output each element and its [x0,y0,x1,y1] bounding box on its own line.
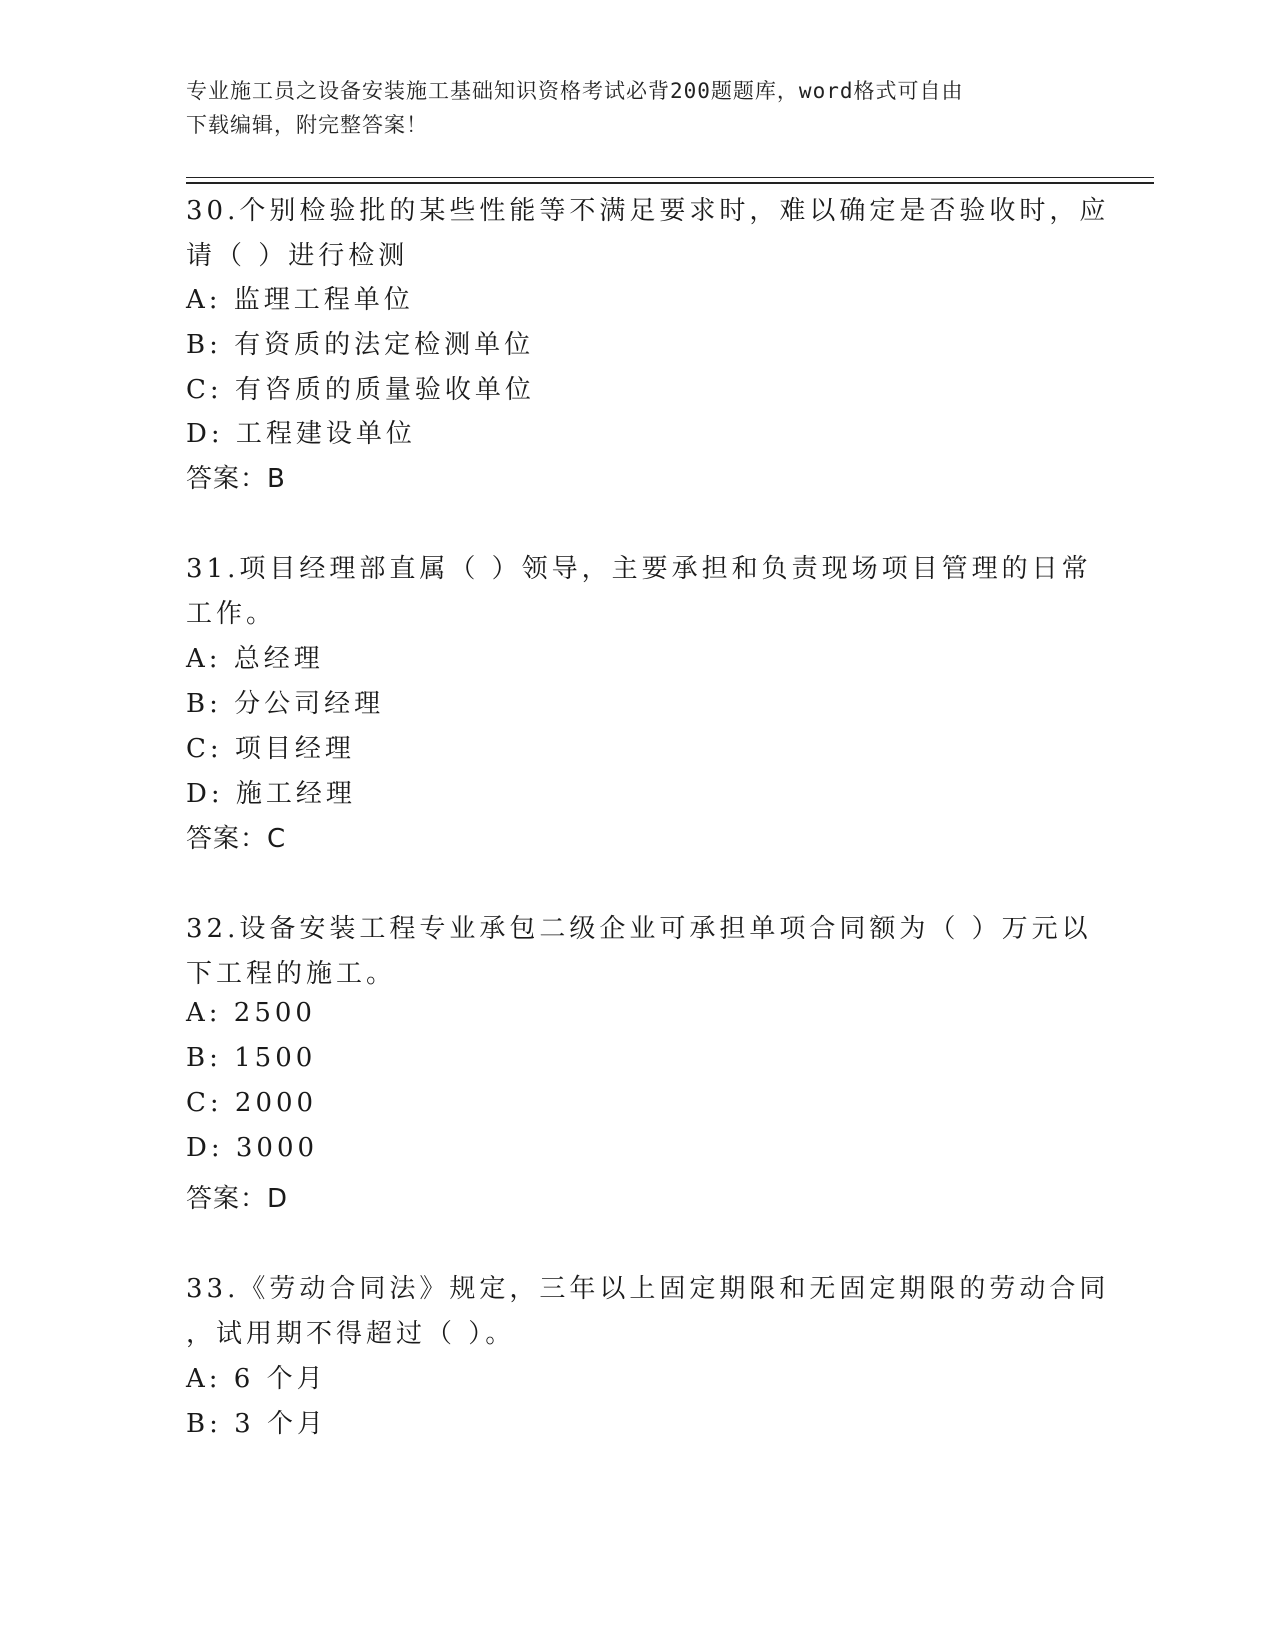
question-32-stem-line-1: 32.设备安装工程专业承包二级企业可承担单项合同额为（ ）万元以 [186,914,1092,944]
question-31-option-b: B: 分公司经理 [186,689,385,719]
question-32-answer: 答案：D [186,1184,289,1214]
question-32-option-a: A: 2500 [186,998,316,1028]
header-line-2: 下载编辑，附完整答案！ [186,113,428,137]
question-31-stem-line-2: 工作。 [186,599,277,629]
question-32-stem-line-2: 下工程的施工。 [186,959,397,989]
question-33-option-b: B: 3 个月 [186,1409,327,1439]
question-30-option-d: D: 工程建设单位 [186,419,416,449]
question-30-option-a: A: 监理工程单位 [186,285,414,315]
question-32-option-c: C: 2000 [186,1088,318,1118]
header-divider-thin [186,177,1154,178]
question-30-stem-line-2: 请（ ）进行检测 [186,241,409,271]
question-31-option-a: A: 总经理 [186,644,324,674]
document-header [186,74,1086,142]
question-31-stem-line-1: 31.项目经理部直属（ ）领导，主要承担和负责现场项目管理的日常 [186,554,1092,584]
question-31-answer: 答案：C [186,824,287,854]
question-32-option-b: B: 1500 [186,1043,317,1073]
question-30-answer: 答案：B [186,464,286,494]
question-30-stem-line-1: 30.个别检验批的某些性能等不满足要求时，难以确定是否验收时，应 [186,196,1110,226]
question-31-option-d: D: 施工经理 [186,779,356,809]
question-31-option-c: C: 项目经理 [186,734,355,764]
question-30-option-b: B: 有资质的法定检测单位 [186,330,535,360]
question-33-option-a: A: 6 个月 [186,1364,327,1394]
header-line-1: 专业施工员之设备安装施工基础知识资格考试必背200题题库，word格式可自由 [186,79,964,103]
question-33-stem-line-2: ，试用期不得超过（ ）。 [186,1319,516,1349]
question-33-stem-line-1: 33.《劳动合同法》规定，三年以上固定期限和无固定期限的劳动合同 [186,1274,1110,1304]
header-divider-thick [186,182,1154,184]
question-30-option-c: C: 有咨质的质量验收单位 [186,375,535,405]
question-32-option-d: D: 3000 [186,1133,319,1163]
